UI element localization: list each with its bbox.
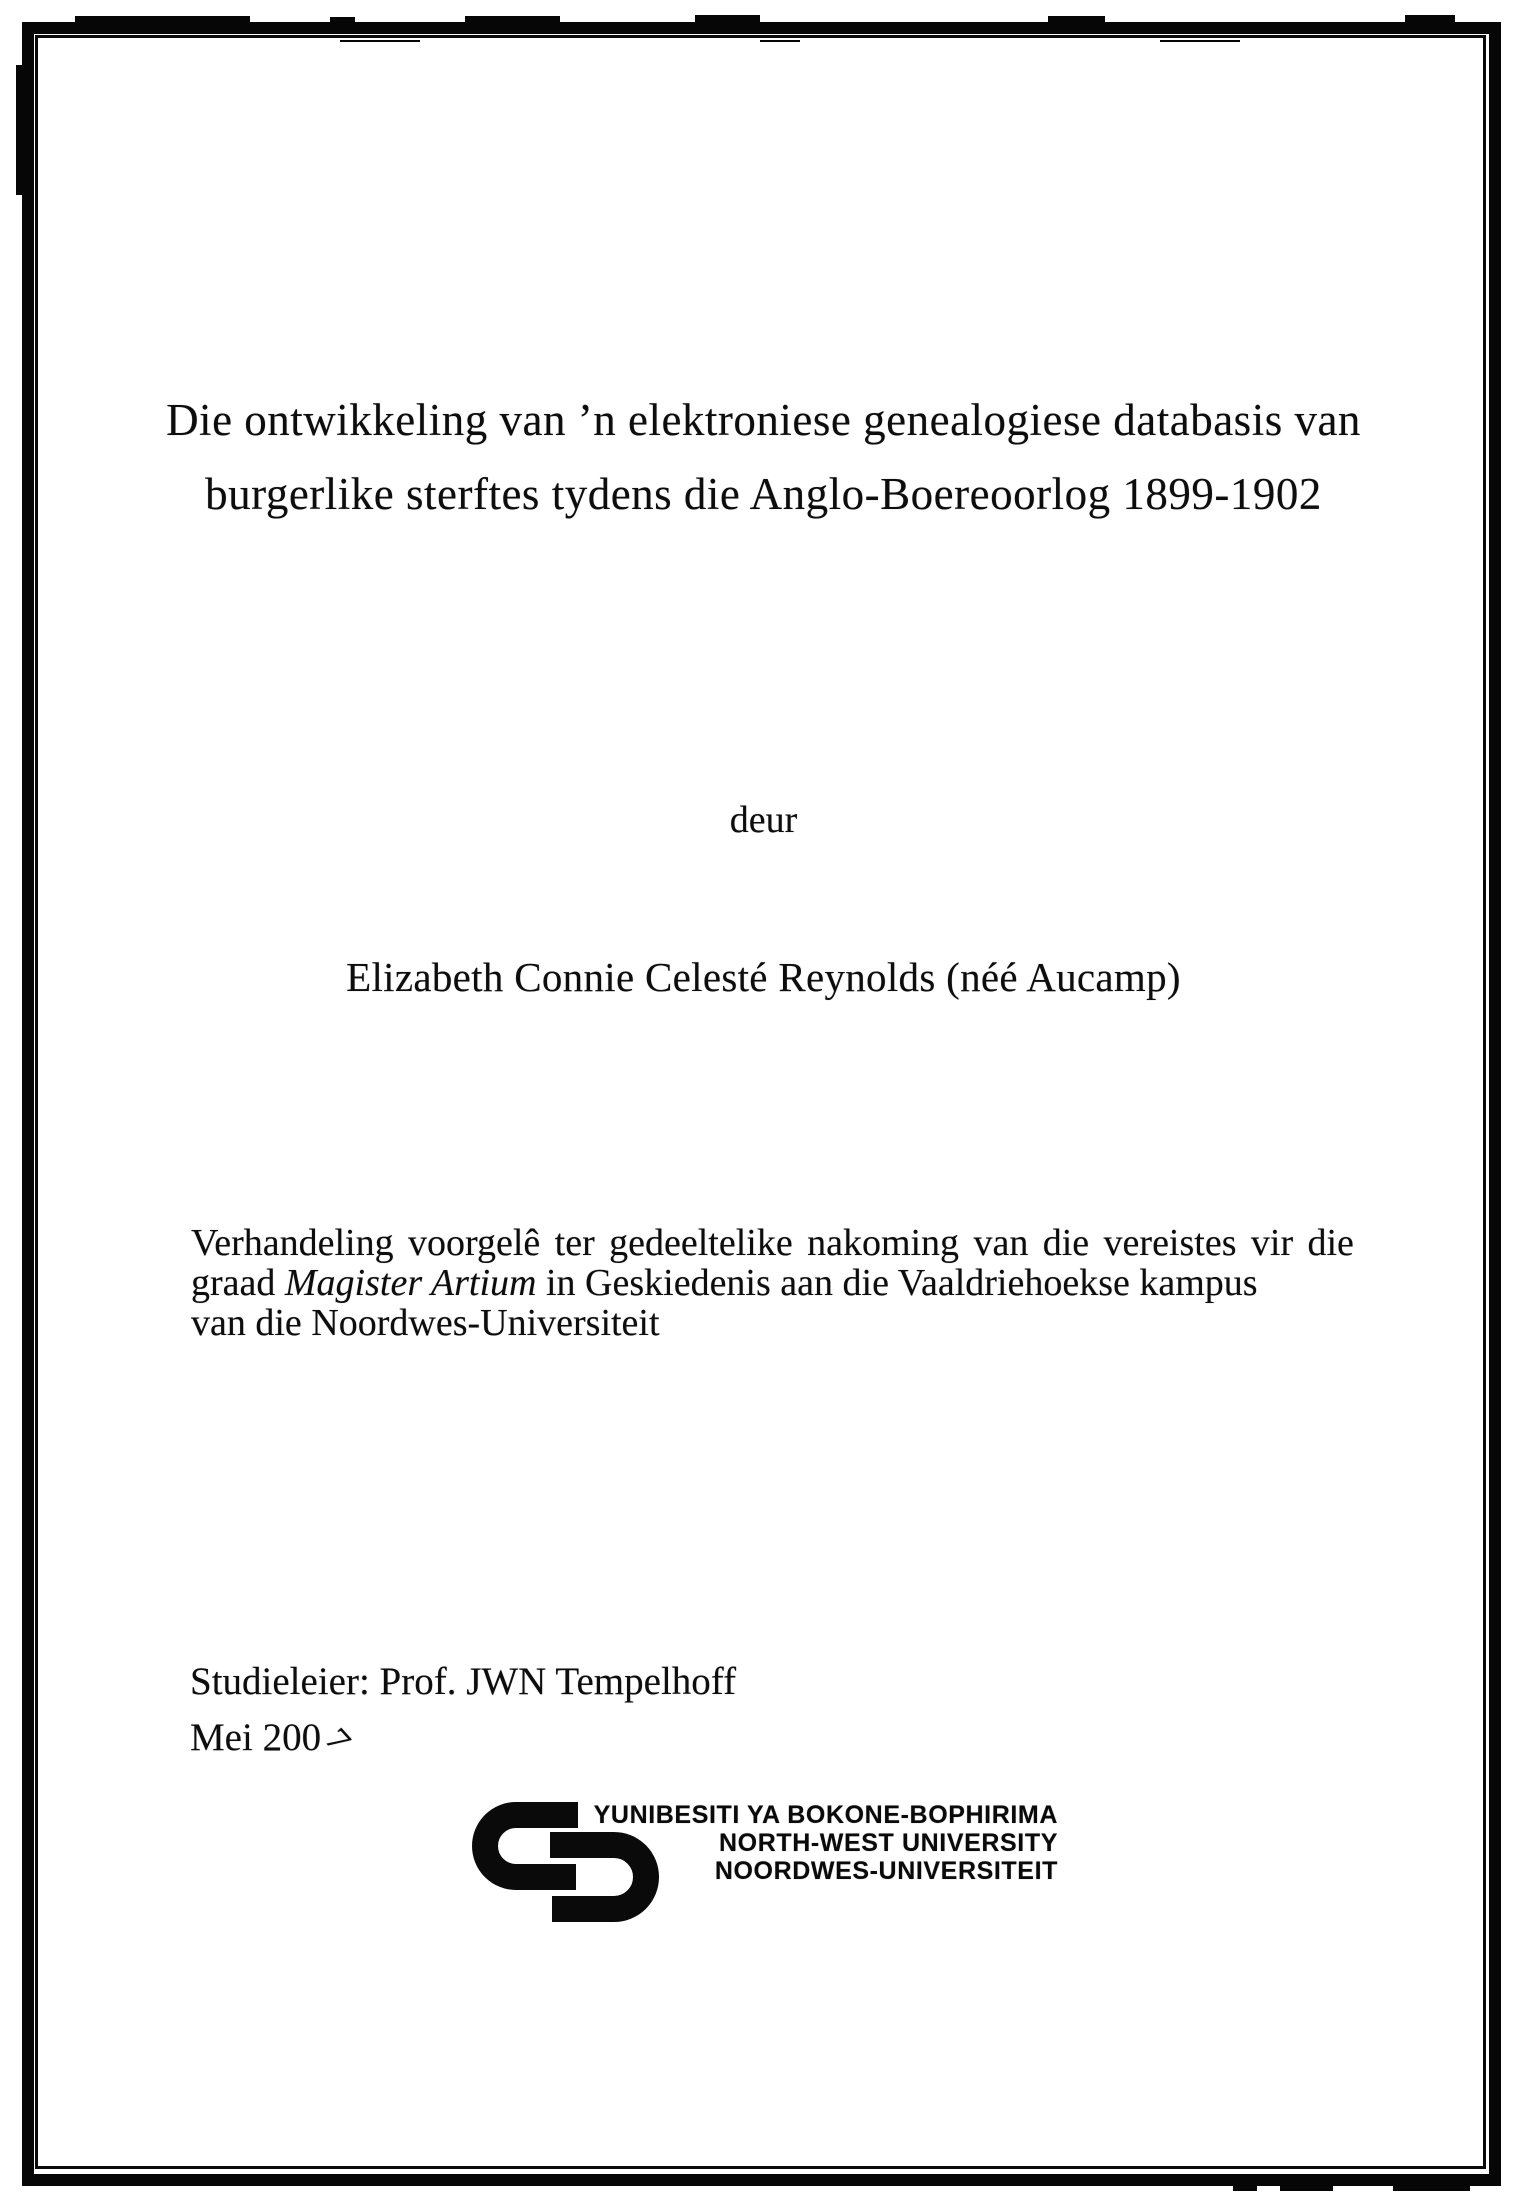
university-wordmark-english: NORTH-WEST UNIVERSITY xyxy=(719,1829,1058,1857)
statement-word: vir xyxy=(1250,1222,1294,1264)
thesis-title-line1: Die ontwikkeling van ’n elektroniese genealogiese databasis van xyxy=(166,395,1361,445)
scan-artifact xyxy=(330,17,355,24)
scan-artifact xyxy=(1405,15,1455,23)
degree-statement-line3: van die Noordwes-Universiteit xyxy=(191,1302,660,1344)
statement-word: nakoming xyxy=(807,1222,960,1264)
date-prefix: Mei 200 xyxy=(190,1716,322,1759)
thesis-title xyxy=(40,383,1487,531)
degree-statement-line1 xyxy=(191,1223,1354,1263)
date-final-digit: 7 xyxy=(317,1720,359,1760)
statement-word: die xyxy=(1307,1222,1354,1264)
scan-artifact xyxy=(75,16,250,24)
degree-statement xyxy=(191,1223,1354,1343)
scan-artifact xyxy=(1393,2186,1470,2191)
byline-label: deur xyxy=(729,799,798,841)
supervisor-line: Studieleier: Prof. JWN Tempelhoff xyxy=(190,1660,737,1703)
degree-name-italic: Magister Artium xyxy=(284,1262,537,1304)
scan-artifact xyxy=(1280,2186,1333,2191)
statement-word: ter xyxy=(554,1222,595,1264)
statement-word: gedeeltelike xyxy=(609,1222,793,1264)
scan-artifact xyxy=(1233,2186,1257,2191)
statement-word: vereistes xyxy=(1103,1222,1237,1264)
statement-word: die xyxy=(1042,1222,1090,1264)
statement-word: Verhandeling xyxy=(191,1222,394,1264)
degree-statement-line2 xyxy=(191,1263,1354,1303)
university-wordmark xyxy=(580,1801,1058,1885)
thesis-title-line2: burgerlike sterftes tydens die Anglo-Boereoorlog 1899-1902 xyxy=(205,469,1322,519)
author-name: Elizabeth Connie Celesté Reynolds (néé Aucamp) xyxy=(346,954,1181,1000)
university-wordmark-setswana: YUNIBESITI YA BOKONE-BOPHIRIMA xyxy=(593,1801,1058,1829)
supervisor-block xyxy=(190,1654,1090,1766)
statement-word: van xyxy=(973,1222,1029,1264)
scan-artifact xyxy=(340,40,420,42)
date-line xyxy=(190,1710,1090,1766)
scan-artifact xyxy=(465,16,560,23)
university-wordmark-afrikaans: NOORDWES-UNIVERSITEIT xyxy=(714,1857,1058,1885)
statement-word: voorgelê xyxy=(408,1222,541,1264)
scan-artifact xyxy=(760,40,800,42)
scan-artifact xyxy=(1160,40,1240,42)
scan-artifact xyxy=(695,15,760,23)
degree-statement-line2-end: in Geskiedenis aan die Vaaldriehoekse kampus xyxy=(536,1262,1258,1304)
scan-artifact xyxy=(1048,16,1105,23)
degree-statement-line2-start: graad xyxy=(191,1262,285,1304)
scan-artifact xyxy=(16,65,23,195)
